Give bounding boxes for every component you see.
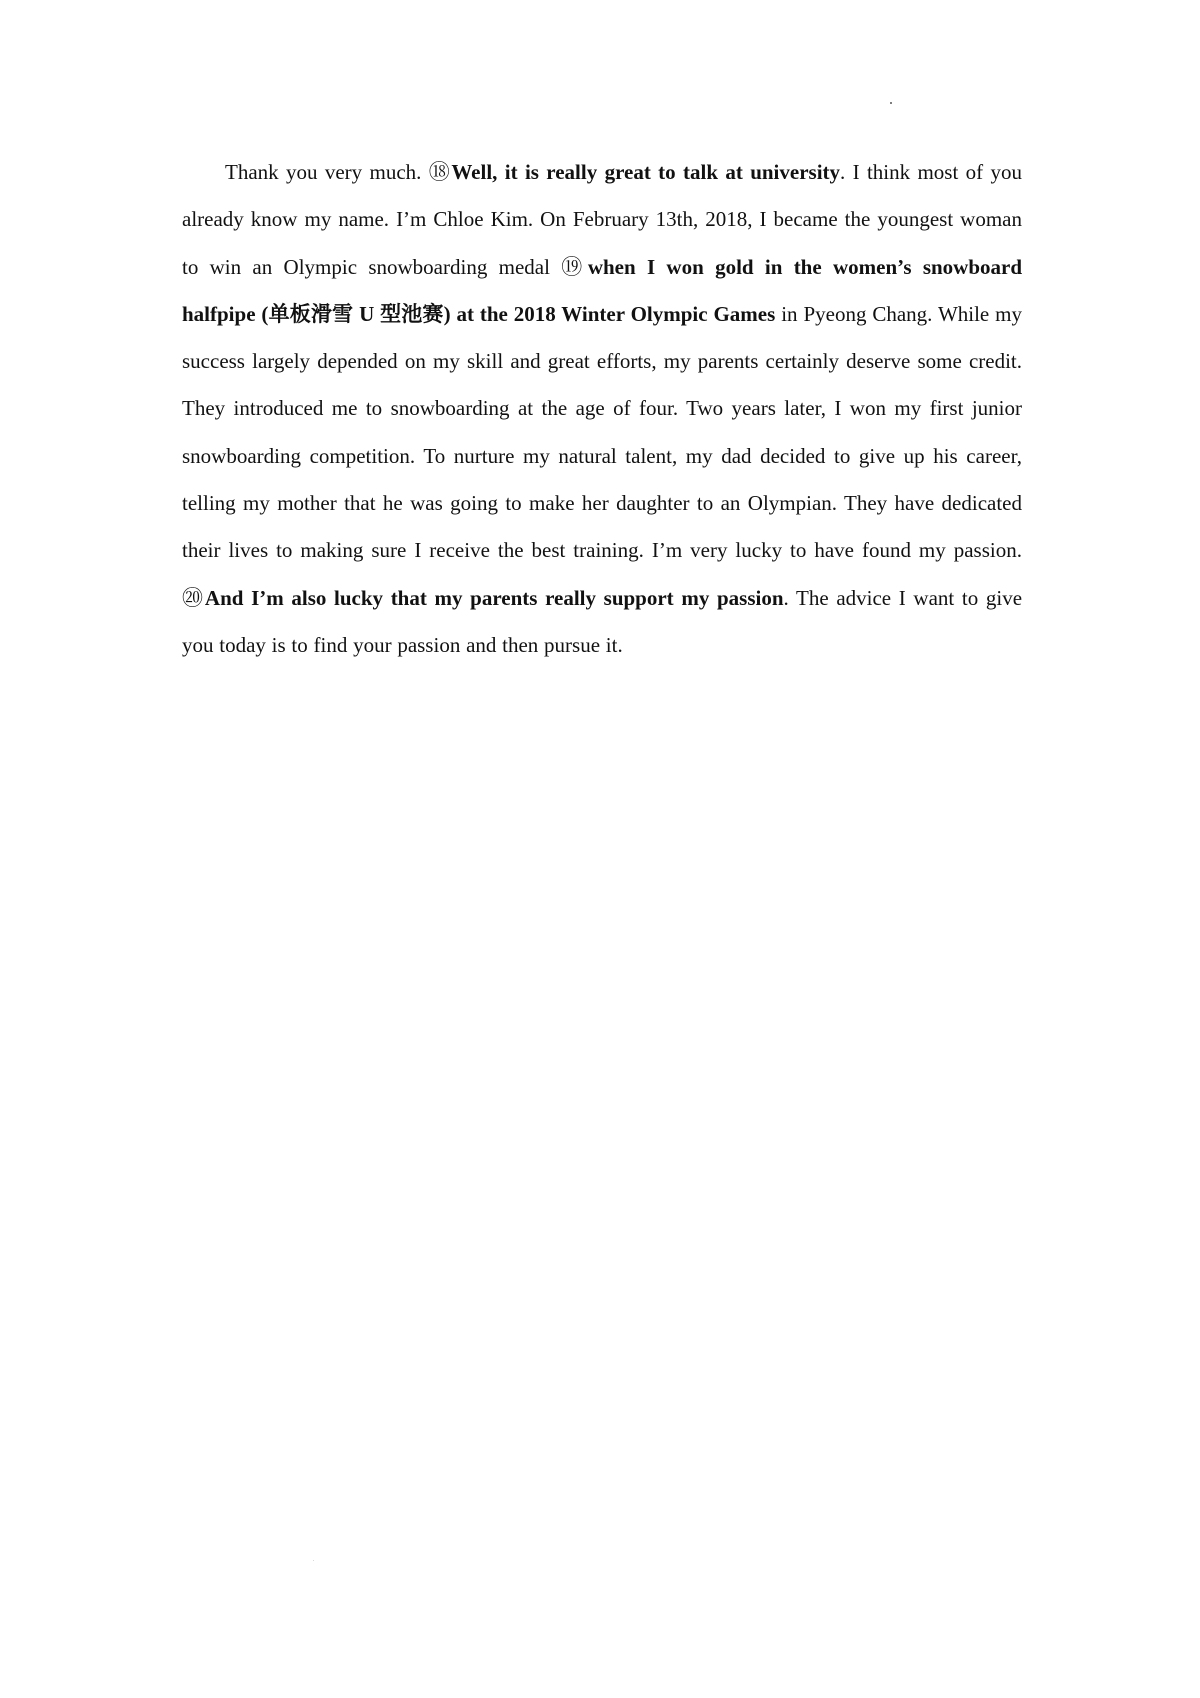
bold-phrase-18: Well, it is really great to talk at university: [451, 160, 841, 184]
bold-phrase-19: when I won gold in the women’s snowboard halfpipe (单板滑雪 U 型池赛) at the 2018 Winter Olympic Games: [182, 254, 1023, 326]
marker-18: ⑱: [428, 160, 452, 184]
sentence-intro: Thank you very much.: [225, 160, 422, 184]
text-segment-3: in Pyeong Chang. While my success largely depended on my skill and great efforts, my parents certainly deserve some credit. They introduced me to snowboarding at the age of four. Two years later, I won my first junior snowboarding competition. To nurture my natural talent, my dad decided to give up his career, telling my mother that he was going to make her daughter to an Olympian. They have dedicated their lives to making sure I receive the best training. I’m very lucky to have found my passion.: [182, 301, 1022, 563]
text-segment-2: . I think most of you already know my name. I’m Chloe Kim. On February 13th, 2018, I became the youngest woman to win an Olympic snowboarding medal: [182, 160, 1022, 279]
bold-phrase-20: And I’m also lucky that my parents really support my passion: [204, 585, 784, 610]
marker-19: ⑲: [561, 254, 588, 279]
speech-passage: [182, 149, 1022, 669]
scan-speck: [890, 102, 892, 104]
text-segment-4: . The advice I want to give you today is to find your passion and then pursue it.: [182, 585, 1023, 657]
scan-speck: [313, 1560, 314, 1561]
marker-20: ⑳: [182, 585, 205, 610]
